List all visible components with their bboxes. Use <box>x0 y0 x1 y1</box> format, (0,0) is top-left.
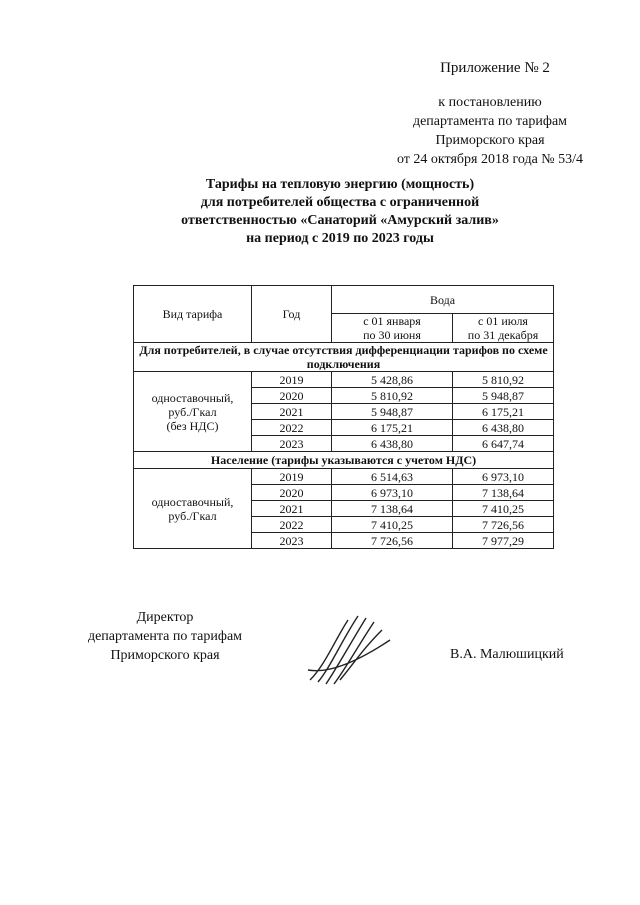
value-cell: 5 810,92 <box>453 372 554 388</box>
header-water: Вода <box>332 286 554 314</box>
value-cell: 5 428,86 <box>332 372 453 388</box>
decree-line: Приморского края <box>435 133 545 148</box>
value-cell: 7 977,29 <box>453 533 554 549</box>
value-cell: 5 948,87 <box>453 388 554 404</box>
handwritten-signature <box>300 610 400 690</box>
tariff-table <box>133 285 554 549</box>
section-title: Для потребителей, в случае отсутствия дифференциации тарифов по схеме подключения <box>134 343 554 372</box>
tariff-type-cell: одноставочный, руб./Гкал (без НДС) <box>134 372 252 452</box>
position-line: департамента по тарифам <box>87 629 243 644</box>
position-line: Директор <box>136 610 194 625</box>
value-cell: 6 438,80 <box>332 436 453 452</box>
year-cell: 2023 <box>252 436 332 452</box>
tariff-type-cell: одноставочный, руб./Гкал <box>134 469 252 549</box>
position-line: Приморского края <box>110 648 220 663</box>
value-cell: 6 175,21 <box>453 404 554 420</box>
header-second-half: с 01 июля по 31 декабря <box>453 314 554 343</box>
year-cell: 2022 <box>252 517 332 533</box>
value-cell: 7 138,64 <box>332 501 453 517</box>
appendix-number: Приложение № 2 <box>440 60 550 76</box>
table-row <box>134 372 554 388</box>
value-cell: 5 810,92 <box>332 388 453 404</box>
value-cell: 6 438,80 <box>453 420 554 436</box>
title-line: на период с 2019 по 2023 годы <box>246 231 434 246</box>
year-cell: 2023 <box>252 533 332 549</box>
value-cell: 6 973,10 <box>453 469 554 485</box>
title-line: Тарифы на тепловую энергию (мощность) <box>205 177 475 192</box>
header-tariff-type: Вид тарифа <box>134 286 252 343</box>
decree-line: к постановлению <box>438 95 542 110</box>
value-cell: 5 948,87 <box>332 404 453 420</box>
year-cell: 2021 <box>252 501 332 517</box>
title-line: для потребителей общества с ограниченной <box>200 195 480 210</box>
value-cell: 6 514,63 <box>332 469 453 485</box>
title-line: ответственностью «Санаторий «Амурский залив» <box>181 213 499 228</box>
year-cell: 2022 <box>252 420 332 436</box>
decree-line: от 24 октября 2018 года № 53/4 <box>396 152 584 167</box>
signatory-name: В.А. Малюшицкий <box>450 647 564 662</box>
value-cell: 7 726,56 <box>332 533 453 549</box>
value-cell: 6 973,10 <box>332 485 453 501</box>
value-cell: 7 410,25 <box>453 501 554 517</box>
year-cell: 2019 <box>252 469 332 485</box>
year-cell: 2020 <box>252 388 332 404</box>
value-cell: 6 175,21 <box>332 420 453 436</box>
year-cell: 2019 <box>252 372 332 388</box>
year-cell: 2021 <box>252 404 332 420</box>
document-title <box>140 176 540 248</box>
year-cell: 2020 <box>252 485 332 501</box>
value-cell: 7 726,56 <box>453 517 554 533</box>
value-cell: 6 647,74 <box>453 436 554 452</box>
table-row <box>134 469 554 485</box>
decree-reference <box>370 93 610 169</box>
header-year: Год <box>252 286 332 343</box>
value-cell: 7 138,64 <box>453 485 554 501</box>
signatory-position <box>70 608 260 665</box>
header-first-half: с 01 января по 30 июня <box>332 314 453 343</box>
decree-line: департамента по тарифам <box>412 114 568 129</box>
value-cell: 7 410,25 <box>332 517 453 533</box>
section-title: Население (тарифы указываются с учетом НДС) <box>134 452 554 469</box>
